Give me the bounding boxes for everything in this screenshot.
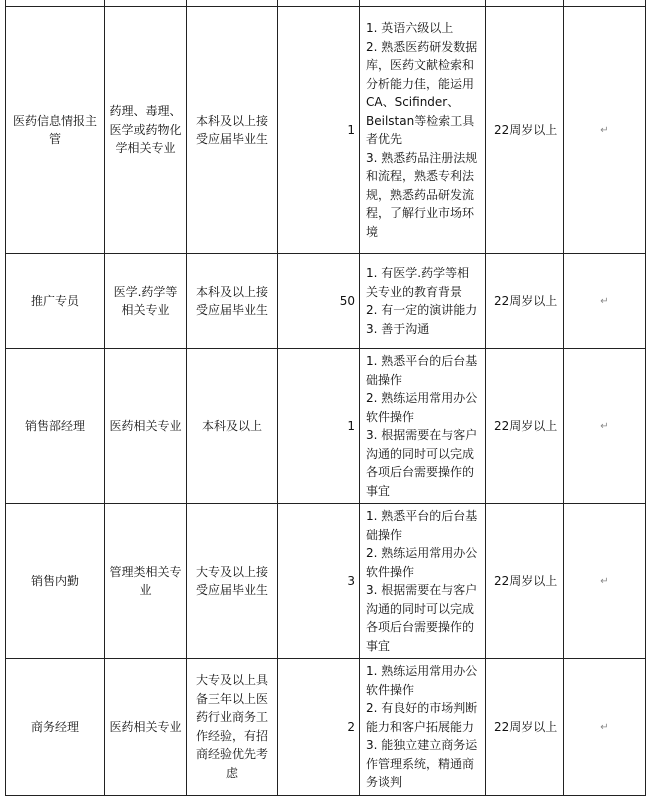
age-cell: 22周岁以上 <box>486 659 564 796</box>
major-cell: 医学.药学等相关专业 <box>105 254 187 349</box>
requirement-item: 1. 有医学.药学等相关专业的教育背景 <box>366 266 470 299</box>
paragraph-mark-icon: ↵ <box>600 295 609 307</box>
education-cell: 大专及以上具备三年以上医药行业商务工作经验，有招商经验优先考虑 <box>187 659 278 796</box>
requirements-cell <box>360 349 486 504</box>
requirement-item: 3. 善于沟通 <box>366 321 430 336</box>
count-cell: 1 <box>278 7 360 254</box>
requirement-item: 3. 熟悉药品注册法规和流程，熟悉专利法规，熟悉药品研发流程，了解行业市场环境 <box>366 150 478 239</box>
requirement-item: 1. 英语六级以上 <box>366 21 454 35</box>
requirement-item: 2. 有一定的演讲能力 <box>366 303 478 317</box>
age-cell: 22周岁以上 <box>486 504 564 659</box>
requirement-item: 1. 熟悉平台的后台基础操作 <box>366 509 478 542</box>
age-cell: 22周岁以上 <box>486 349 564 504</box>
position-cell: 医药信息情报主管 <box>6 7 105 254</box>
requirement-item: 2. 熟练运用常用办公软件操作 <box>366 391 478 424</box>
age-cell: 22周岁以上 <box>486 7 564 254</box>
remark-cell <box>564 504 646 659</box>
recruitment-table <box>5 6 646 796</box>
paragraph-mark-icon: ↵ <box>600 420 609 432</box>
education-cell: 本科及以上 <box>187 349 278 504</box>
education-cell: 大专及以上接受应届毕业生 <box>187 504 278 659</box>
requirement-item: 3. 根据需要在与客户沟通的同时可以完成各项后台需要操作的事宜 <box>366 583 478 653</box>
requirements-cell <box>360 7 486 254</box>
remark-cell <box>564 349 646 504</box>
table-row <box>6 7 646 254</box>
education-cell: 本科及以上接受应届毕业生 <box>187 254 278 349</box>
count-cell: 2 <box>278 659 360 796</box>
major-cell: 医药相关专业 <box>105 349 187 504</box>
table-row <box>6 349 646 504</box>
position-cell: 销售内勤 <box>6 504 105 659</box>
requirement-item: 3. 根据需要在与客户沟通的同时可以完成各项后台需要操作的事宜 <box>366 428 478 498</box>
requirement-item: 2. 熟悉医药研发数据库，医药文献检索和分析能力佳，能运用CA、Scifinder、Beilstan等检索工具者优先 <box>366 39 478 146</box>
requirement-item: 1. 熟悉平台的后台基础操作 <box>366 354 478 387</box>
major-cell: 管理类相关专业 <box>105 504 187 659</box>
paragraph-mark-icon: ↵ <box>600 124 609 136</box>
age-cell: 22周岁以上 <box>486 254 564 349</box>
requirements-cell <box>360 504 486 659</box>
major-cell: 药理、毒理、医学或药物化学相关专业 <box>105 7 187 254</box>
requirements-cell <box>360 659 486 796</box>
count-cell: 50 <box>278 254 360 349</box>
position-cell: 商务经理 <box>6 659 105 796</box>
paragraph-mark-icon: ↵ <box>600 721 609 733</box>
requirement-item: 1. 熟练运用常用办公软件操作 <box>366 664 478 697</box>
table-row <box>6 254 646 349</box>
position-cell: 推广专员 <box>6 254 105 349</box>
requirement-item: 2. 有良好的市场判断能力和客户拓展能力 <box>366 701 478 734</box>
table-row <box>6 504 646 659</box>
position-cell: 销售部经理 <box>6 349 105 504</box>
table-row <box>6 659 646 796</box>
remark-cell <box>564 7 646 254</box>
paragraph-mark-icon: ↵ <box>600 575 609 587</box>
major-cell: 医药相关专业 <box>105 659 187 796</box>
count-cell: 1 <box>278 349 360 504</box>
requirement-item: 3. 能独立建立商务运作管理系统，精通商务谈判 <box>366 738 478 789</box>
remark-cell <box>564 659 646 796</box>
requirements-cell <box>360 254 486 349</box>
remark-cell <box>564 254 646 349</box>
count-cell: 3 <box>278 504 360 659</box>
requirement-item: 2. 熟练运用常用办公软件操作 <box>366 546 478 579</box>
education-cell: 本科及以上接受应届毕业生 <box>187 7 278 254</box>
